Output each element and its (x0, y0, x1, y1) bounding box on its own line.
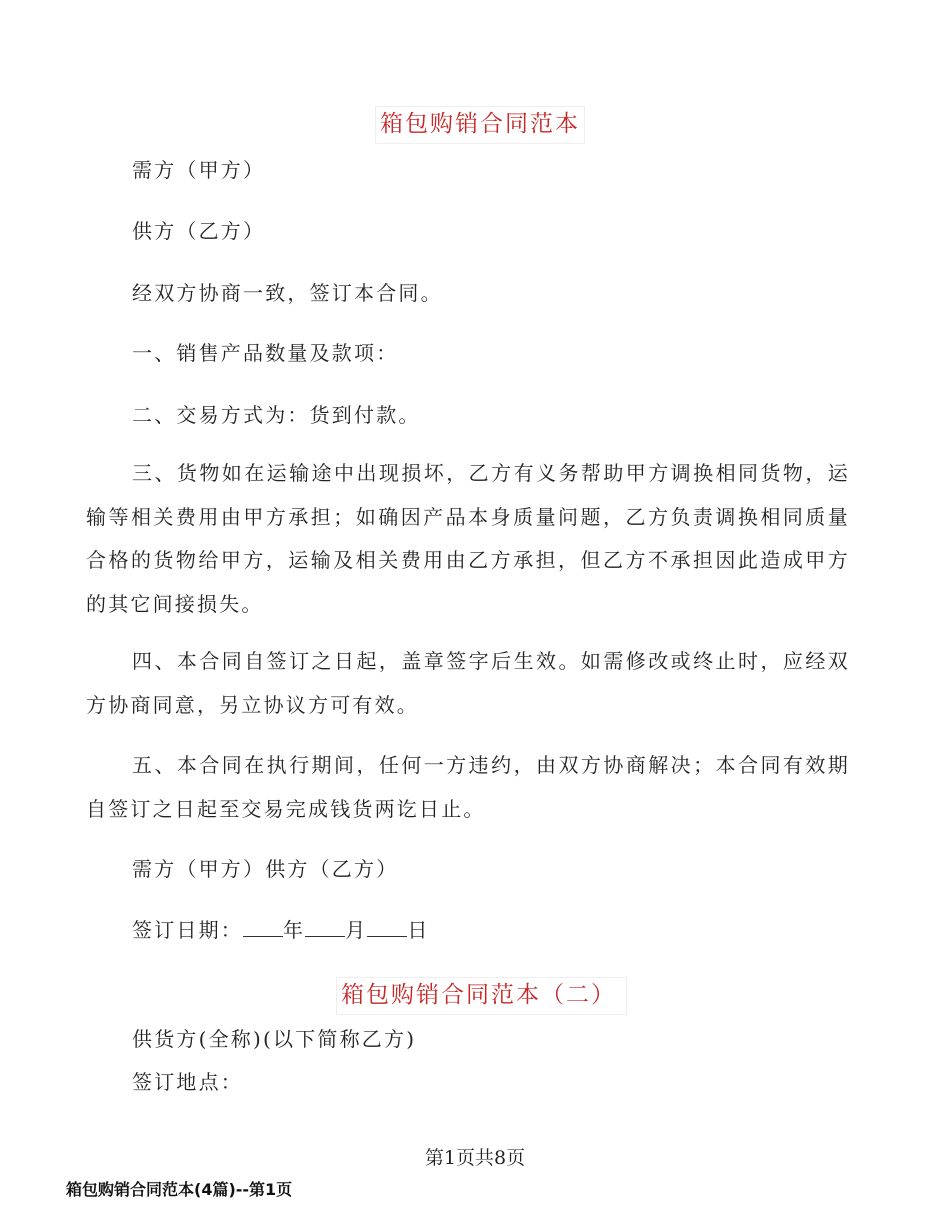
section-two-title: 箱包购销合同范本（二） (336, 977, 627, 1015)
year-blank (243, 920, 283, 937)
supplier-line: 供货方(全称)(以下简称乙方) (132, 1027, 417, 1051)
document-title: 箱包购销合同范本 (375, 106, 585, 144)
year-label: 年 (283, 918, 306, 942)
sign-place-line: 签订地点： (132, 1070, 243, 1094)
sign-date-label: 签订日期： (132, 918, 243, 942)
sign-date-line (132, 908, 430, 952)
buyer-line: 需方（甲方） (132, 158, 266, 182)
clause-2: 二、交易方式为：货到付款。 (132, 403, 421, 427)
clause-4: 四、本合同自签订之日起，盖章签字后生效。如需修改或终止时，应经双方协商同意，另立协议方可有效。 (86, 649, 850, 717)
month-blank (305, 920, 345, 937)
signatures-line: 需方（甲方）供方（乙方） (132, 857, 399, 881)
seller-line: 供方（乙方） (132, 219, 266, 243)
intro-line: 经双方协商一致，签订本合同。 (132, 281, 443, 305)
clause-5: 五、本合同在执行期间，任何一方违约，由双方协商解决；本合同有效期自签订之日起至交易完成钱货两讫日止。 (86, 753, 850, 821)
page-number: 第1页共8页 (424, 1147, 526, 1169)
document-caption: 箱包购销合同范本(4篇)--第1页 (66, 1180, 293, 1199)
day-blank (367, 920, 407, 937)
day-label: 日 (407, 918, 430, 942)
month-label: 月 (345, 918, 368, 942)
clause-1: 一、销售产品数量及款项： (132, 341, 399, 365)
clause-3: 三、货物如在运输途中出现损坏，乙方有义务帮助甲方调换相同货物，运输等相关费用由甲方承担；如确因产品本身质量问题，乙方负责调换相同质量合格的货物给甲方，运输及相关费用由乙方承担，但乙方不承担因此造成甲方的其它间接损失。 (86, 461, 850, 616)
